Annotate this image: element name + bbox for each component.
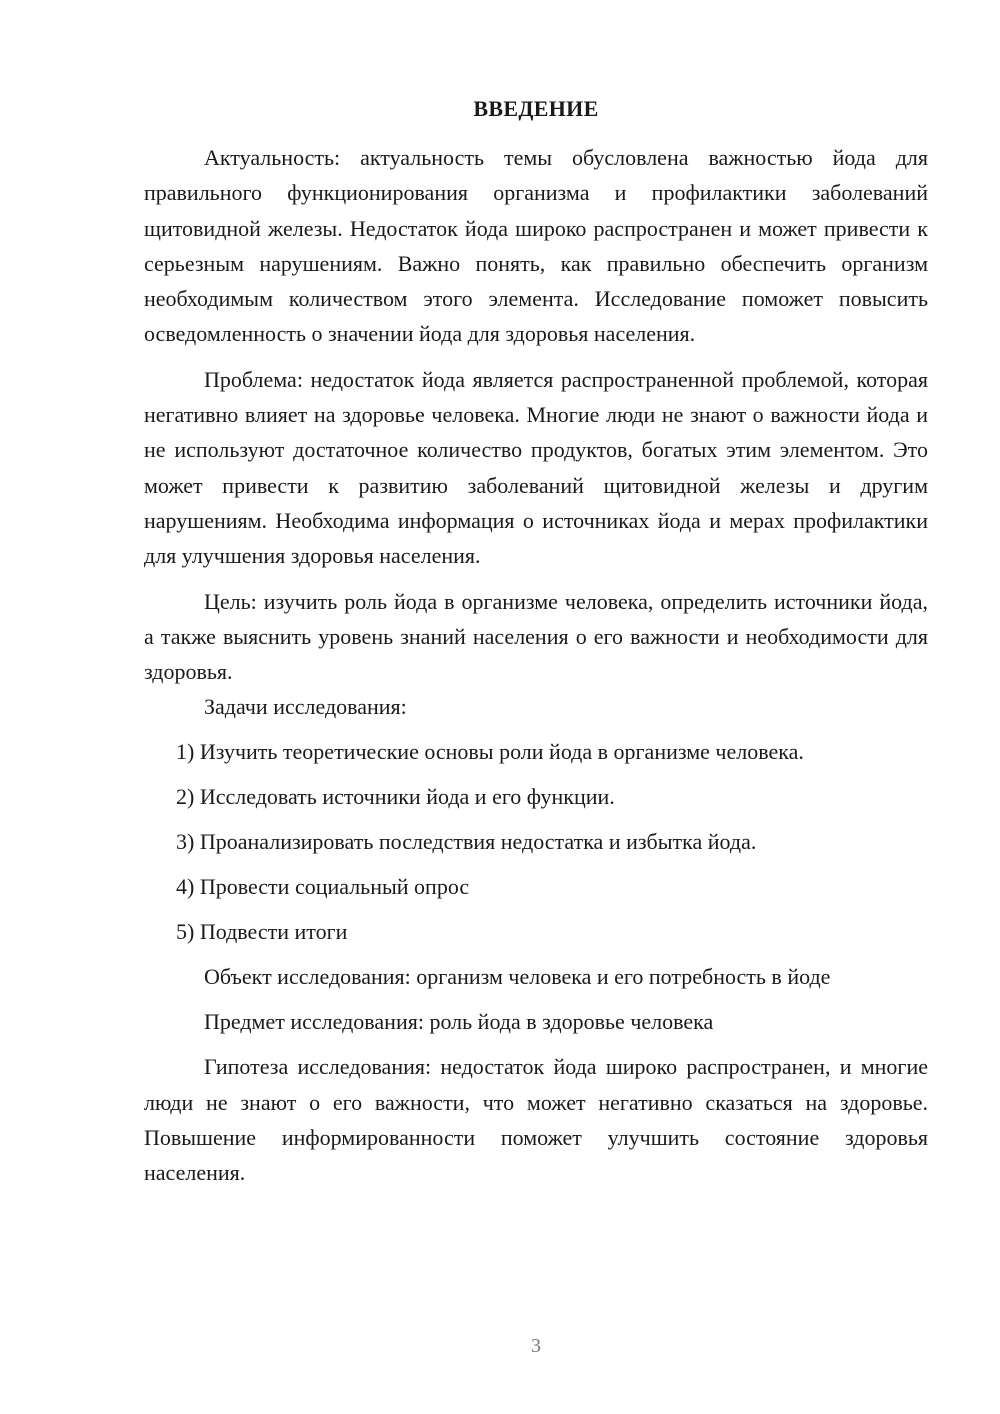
task-item: 5) Подвести итоги — [176, 919, 348, 945]
relevance-paragraph: Актуальность: актуальность темы обусловлена важностью йода для правильного функционирования организма и профилактики заболеваний щитовидной железы. Недостаток йода широко распространен и может привести к серьезным нарушениям. Важно понять, как правильно обеспечить организм необходимым количеством этого элемента. Исследование поможет повысить осведомленность о значении йода для здоровья населения. — [144, 145, 928, 347]
goal-paragraph: Цель: изучить роль йода в организме человека, определить источники йода, а также выяснить уровень знаний населения о его важности и необходимости для здоровья. — [144, 588, 928, 685]
document-body — [144, 140, 928, 1191]
hypothesis-paragraph: Гипотеза исследования: недостаток йода широко распространен, и многие люди не знают о его важности, что может негативно сказаться на здоровье. Повышение информированности поможет улучшить состояние здоровья населения. — [144, 1054, 928, 1186]
problem-paragraph: Проблема: недостаток йода является распространенной проблемой, которая негативно влияет на здоровье человека. Многие люди не знают о важности йода и не используют достаточное количество продуктов, богатых этим элементом. Это может привести к развитию заболеваний щитовидной железы и другим нарушениям. Необходима информация о источниках йода и мерах профилактики для улучшения здоровья населения. — [144, 366, 928, 569]
task-item: 3) Проанализировать последствия недостатка и избытка йода. — [176, 829, 757, 855]
object-paragraph: Объект исследования: организм человека и его потребность в йоде — [204, 964, 831, 990]
task-item: 4) Провести социальный опрос — [176, 874, 470, 900]
tasks-heading: Задачи исследования: — [204, 694, 407, 720]
task-item: 2) Исследовать источники йода и его функции. — [176, 784, 615, 810]
subject-paragraph: Предмет исследования: роль йода в здоровье человека — [204, 1009, 714, 1035]
page-number: 3 — [531, 1335, 541, 1357]
page-title: ВВЕДЕНИЕ — [473, 96, 599, 121]
task-item: 1) Изучить теоретические основы роли йода в организме человека. — [176, 739, 804, 765]
